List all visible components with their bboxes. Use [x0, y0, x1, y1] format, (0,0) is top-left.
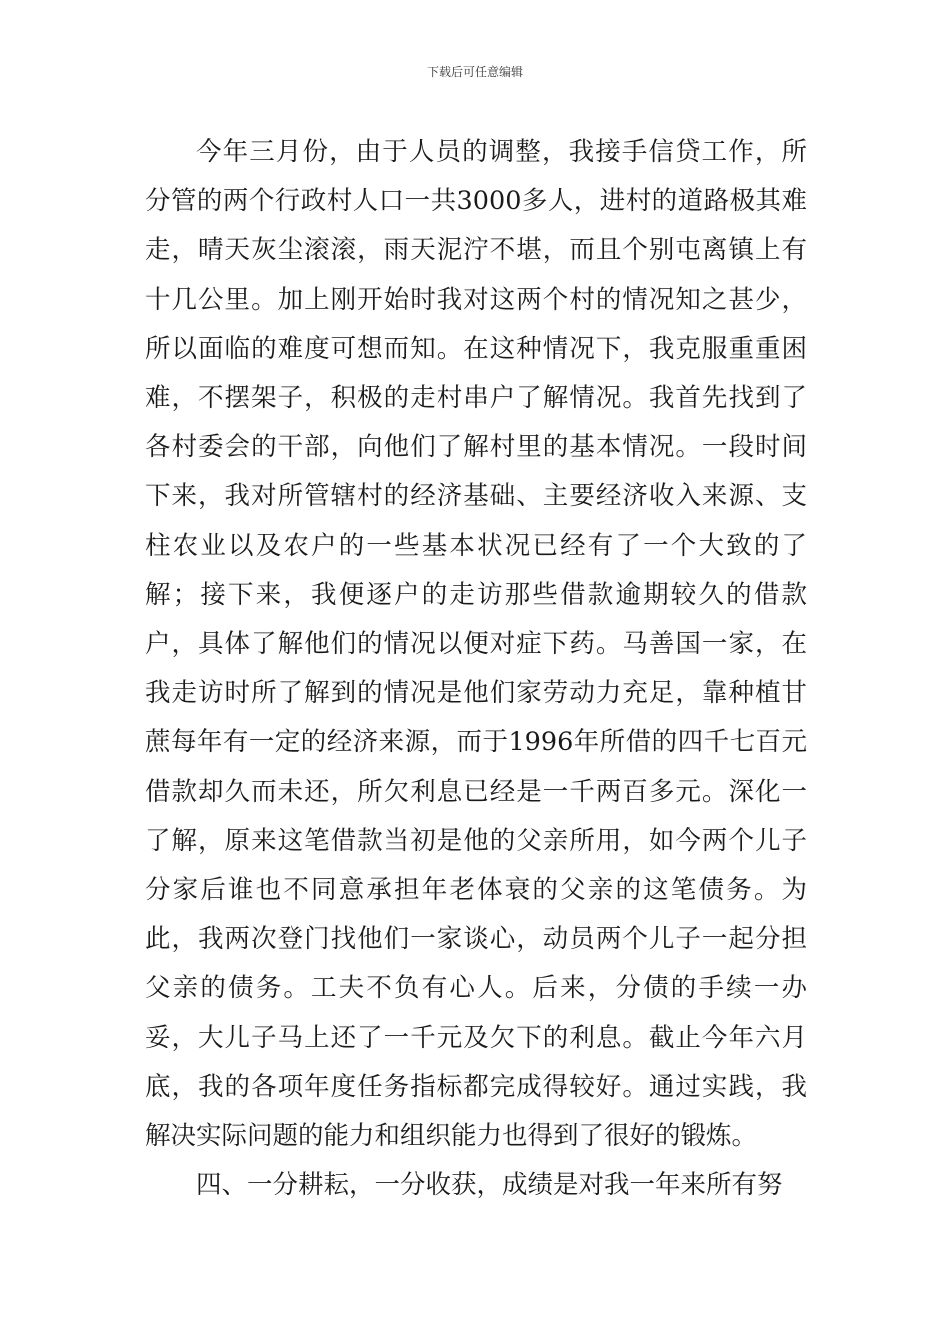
paragraph-2: 四、一分耕耘，一分收获，成绩是对我一年来所有努 [196, 1170, 783, 1201]
document-body [145, 128, 807, 1210]
paragraph-1: 今年三月份，由于人员的调整，我接手信贷工作，所分管的两个行政村人口一共3000多人，进村的道路极其难走，晴天灰尘滚滚，雨天泥泞不堪，而且个别屯离镇上有十几公里。加上刚开始时我对这两个村的情况知之甚少，所以面临的难度可想而知。在这种情况下，我克服重重困难，不摆架子，积极的走村串户了解情况。我首先找到了各村委会的干部，向他们了解村里的基本情况。一段时间下来，我对所管辖村的经济基础、主要经济收入来源、支柱农业以及农户的一些基本状况已经有了一个大致的了解；接下来，我便逐户的走访那些借款逾期较久的借款户，具体了解他们的情况以便对症下药。马善国一家，在我走访时所了解到的情况是他们家劳动力充足，靠种植甘蔗每年有一定的经济来源，而于1996年所借的四千七百元借款却久而未还，所欠利息已经是一千两百多元。深化一了解，原来这笔借款当初是他的父亲所用，如今两个儿子分家后谁也不同意承担年老体衰的父亲的这笔债务。为此，我两次登门找他们一家谈心，动员两个儿子一起分担父亲的债务。工夫不负有心人。后来，分债的手续一办妥，大儿子马上还了一千元及欠下的利息。截止今年六月底，我的各项年度任务指标都完成得较好。通过实践，我解决实际问题的能力和组织能力也得到了很好的锻炼。 [145, 137, 807, 1152]
page-header: 下载后可任意编辑 [426, 65, 523, 79]
